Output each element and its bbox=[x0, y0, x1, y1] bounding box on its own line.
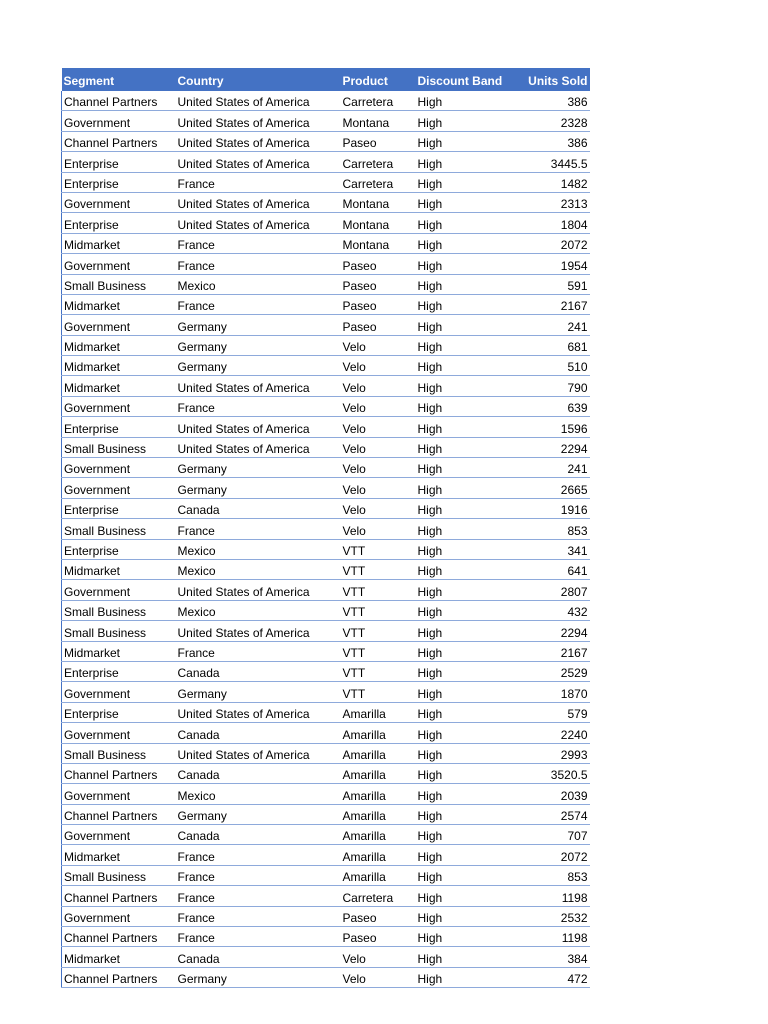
table-row bbox=[62, 702, 590, 722]
discount-band-cell[interactable]: High bbox=[416, 131, 518, 151]
country-cell[interactable]: France bbox=[176, 519, 341, 539]
discount-band-cell[interactable]: High bbox=[416, 294, 518, 314]
segment-cell[interactable]: Government bbox=[62, 396, 176, 416]
units-sold-cell[interactable]: 241 bbox=[518, 315, 590, 335]
country-cell[interactable]: United States of America bbox=[176, 621, 341, 641]
segment-cell[interactable]: Government bbox=[62, 682, 176, 702]
table-row bbox=[62, 845, 590, 865]
units-sold-cell[interactable]: 2529 bbox=[518, 661, 590, 681]
units-sold-cell[interactable]: 2532 bbox=[518, 906, 590, 926]
product-cell[interactable]: Amarilla bbox=[341, 702, 416, 722]
table-row bbox=[62, 947, 590, 967]
units-sold-cell[interactable]: 639 bbox=[518, 396, 590, 416]
segment-cell[interactable]: Government bbox=[62, 784, 176, 804]
country-cell[interactable]: Germany bbox=[176, 804, 341, 824]
product-cell[interactable]: Amarilla bbox=[341, 743, 416, 763]
segment-cell[interactable]: Government bbox=[62, 723, 176, 743]
segment-cell[interactable]: Government bbox=[62, 192, 176, 212]
country-cell[interactable]: France bbox=[176, 641, 341, 661]
discount-band-cell[interactable]: High bbox=[416, 927, 518, 947]
discount-band-cell[interactable]: High bbox=[416, 213, 518, 233]
segment-cell[interactable]: Government bbox=[62, 315, 176, 335]
discount-band-cell[interactable]: High bbox=[416, 91, 518, 111]
country-cell[interactable]: Germany bbox=[176, 458, 341, 478]
table-row bbox=[62, 498, 590, 518]
product-cell[interactable]: Carretera bbox=[341, 152, 416, 172]
units-sold-cell[interactable]: 2072 bbox=[518, 233, 590, 253]
segment-cell[interactable]: Enterprise bbox=[62, 172, 176, 192]
discount-band-cell[interactable]: High bbox=[416, 825, 518, 845]
units-sold-cell[interactable]: 579 bbox=[518, 702, 590, 722]
segment-cell[interactable]: Enterprise bbox=[62, 417, 176, 437]
segment-cell[interactable]: Midmarket bbox=[62, 559, 176, 579]
discount-band-cell[interactable]: High bbox=[416, 723, 518, 743]
product-cell[interactable]: Amarilla bbox=[341, 804, 416, 824]
segment-cell[interactable]: Midmarket bbox=[62, 845, 176, 865]
country-cell[interactable]: Germany bbox=[176, 356, 341, 376]
segment-cell[interactable]: Channel Partners bbox=[62, 91, 176, 111]
country-cell[interactable]: Mexico bbox=[176, 600, 341, 620]
units-sold-cell[interactable]: 2167 bbox=[518, 294, 590, 314]
discount-band-cell[interactable]: High bbox=[416, 621, 518, 641]
segment-cell[interactable]: Government bbox=[62, 111, 176, 131]
table-row bbox=[62, 886, 590, 906]
table-row bbox=[62, 192, 590, 212]
country-cell[interactable]: France bbox=[176, 845, 341, 865]
segment-cell[interactable]: Midmarket bbox=[62, 356, 176, 376]
product-cell[interactable]: Paseo bbox=[341, 254, 416, 274]
country-cell[interactable]: Germany bbox=[176, 315, 341, 335]
discount-band-cell[interactable]: High bbox=[416, 152, 518, 172]
units-sold-cell[interactable]: 853 bbox=[518, 519, 590, 539]
country-cell[interactable]: Canada bbox=[176, 661, 341, 681]
units-sold-cell[interactable]: 3445.5 bbox=[518, 152, 590, 172]
table-row bbox=[62, 315, 590, 335]
units-sold-cell[interactable]: 510 bbox=[518, 356, 590, 376]
table-row bbox=[62, 661, 590, 681]
table-row bbox=[62, 437, 590, 457]
segment-cell[interactable]: Enterprise bbox=[62, 661, 176, 681]
discount-band-cell[interactable]: High bbox=[416, 458, 518, 478]
table-row bbox=[62, 621, 590, 641]
product-cell[interactable]: Velo bbox=[341, 376, 416, 396]
segment-cell[interactable]: Government bbox=[62, 580, 176, 600]
units-sold-cell[interactable]: 384 bbox=[518, 947, 590, 967]
product-cell[interactable]: VTT bbox=[341, 600, 416, 620]
segment-cell[interactable]: Channel Partners bbox=[62, 927, 176, 947]
country-cell[interactable]: United States of America bbox=[176, 131, 341, 151]
units-sold-cell[interactable]: 3520.5 bbox=[518, 763, 590, 783]
units-sold-cell[interactable]: 1198 bbox=[518, 927, 590, 947]
table-header bbox=[62, 68, 590, 91]
units-sold-cell[interactable]: 386 bbox=[518, 131, 590, 151]
discount-band-cell[interactable]: High bbox=[416, 886, 518, 906]
discount-band-cell[interactable]: High bbox=[416, 376, 518, 396]
units-sold-cell[interactable]: 2807 bbox=[518, 580, 590, 600]
table-row bbox=[62, 172, 590, 192]
discount-band-cell[interactable]: High bbox=[416, 498, 518, 518]
table-row bbox=[62, 967, 590, 987]
country-cell[interactable]: Mexico bbox=[176, 539, 341, 559]
table-row bbox=[62, 91, 590, 111]
product-cell[interactable]: VTT bbox=[341, 580, 416, 600]
discount-band-cell[interactable]: High bbox=[416, 172, 518, 192]
discount-band-cell[interactable]: High bbox=[416, 356, 518, 376]
product-cell[interactable]: Velo bbox=[341, 396, 416, 416]
product-cell[interactable]: Amarilla bbox=[341, 845, 416, 865]
country-cell[interactable]: United States of America bbox=[176, 152, 341, 172]
product-cell[interactable]: Paseo bbox=[341, 131, 416, 151]
units-sold-cell[interactable]: 1916 bbox=[518, 498, 590, 518]
product-cell[interactable]: Amarilla bbox=[341, 784, 416, 804]
country-cell[interactable]: Germany bbox=[176, 335, 341, 355]
discount-band-cell[interactable]: High bbox=[416, 233, 518, 253]
units-sold-cell[interactable]: 2313 bbox=[518, 192, 590, 212]
product-cell[interactable]: Amarilla bbox=[341, 865, 416, 885]
table-row bbox=[62, 865, 590, 885]
header-row bbox=[62, 68, 590, 91]
country-cell[interactable]: United States of America bbox=[176, 702, 341, 722]
units-sold-cell[interactable]: 707 bbox=[518, 825, 590, 845]
country-cell[interactable]: France bbox=[176, 294, 341, 314]
country-cell[interactable]: United States of America bbox=[176, 376, 341, 396]
product-cell[interactable]: Carretera bbox=[341, 91, 416, 111]
product-cell[interactable]: Velo bbox=[341, 967, 416, 987]
discount-band-cell[interactable]: High bbox=[416, 845, 518, 865]
segment-cell[interactable]: Government bbox=[62, 478, 176, 498]
table-row bbox=[62, 335, 590, 355]
segment-cell[interactable]: Channel Partners bbox=[62, 967, 176, 987]
product-cell[interactable]: VTT bbox=[341, 682, 416, 702]
country-cell[interactable]: France bbox=[176, 865, 341, 885]
units-sold-cell[interactable]: 2665 bbox=[518, 478, 590, 498]
discount-band-cell[interactable]: High bbox=[416, 804, 518, 824]
product-cell[interactable]: Montana bbox=[341, 111, 416, 131]
segment-cell[interactable]: Government bbox=[62, 906, 176, 926]
discount-band-cell[interactable]: High bbox=[416, 417, 518, 437]
discount-band-cell[interactable]: High bbox=[416, 743, 518, 763]
product-cell[interactable]: Paseo bbox=[341, 906, 416, 926]
product-cell[interactable]: Paseo bbox=[341, 274, 416, 294]
segment-cell[interactable]: Small Business bbox=[62, 274, 176, 294]
table-row bbox=[62, 519, 590, 539]
segment-cell[interactable]: Midmarket bbox=[62, 641, 176, 661]
units-sold-cell[interactable]: 432 bbox=[518, 600, 590, 620]
product-cell[interactable]: VTT bbox=[341, 621, 416, 641]
product-cell[interactable]: Velo bbox=[341, 335, 416, 355]
product-cell[interactable]: Carretera bbox=[341, 886, 416, 906]
units-sold-cell[interactable]: 1954 bbox=[518, 254, 590, 274]
units-sold-cell[interactable]: 2240 bbox=[518, 723, 590, 743]
table-row bbox=[62, 213, 590, 233]
table-row bbox=[62, 784, 590, 804]
segment-cell[interactable]: Government bbox=[62, 254, 176, 274]
data-table-container bbox=[61, 68, 589, 988]
discount-band-cell[interactable]: High bbox=[416, 906, 518, 926]
segment-cell[interactable]: Enterprise bbox=[62, 213, 176, 233]
country-cell[interactable]: United States of America bbox=[176, 417, 341, 437]
units-sold-cell[interactable]: 472 bbox=[518, 967, 590, 987]
table-row bbox=[62, 131, 590, 151]
country-cell[interactable]: Germany bbox=[176, 682, 341, 702]
table-body bbox=[62, 91, 590, 988]
table-row bbox=[62, 458, 590, 478]
segment-cell[interactable]: Government bbox=[62, 458, 176, 478]
product-cell[interactable]: Paseo bbox=[341, 927, 416, 947]
product-cell[interactable]: Montana bbox=[341, 233, 416, 253]
product-cell[interactable]: Velo bbox=[341, 498, 416, 518]
segment-cell[interactable]: Midmarket bbox=[62, 294, 176, 314]
units-sold-cell[interactable]: 2574 bbox=[518, 804, 590, 824]
product-cell[interactable]: Carretera bbox=[341, 172, 416, 192]
units-sold-cell[interactable]: 2072 bbox=[518, 845, 590, 865]
units-sold-cell[interactable]: 641 bbox=[518, 559, 590, 579]
segment-cell[interactable]: Midmarket bbox=[62, 335, 176, 355]
units-sold-cell[interactable]: 790 bbox=[518, 376, 590, 396]
discount-band-cell[interactable]: High bbox=[416, 478, 518, 498]
table-row bbox=[62, 478, 590, 498]
table-row bbox=[62, 906, 590, 926]
table-row bbox=[62, 763, 590, 783]
units-sold-cell[interactable]: 2993 bbox=[518, 743, 590, 763]
segment-cell[interactable]: Enterprise bbox=[62, 539, 176, 559]
discount-band-cell[interactable]: High bbox=[416, 539, 518, 559]
country-cell[interactable]: Mexico bbox=[176, 274, 341, 294]
country-cell[interactable]: Canada bbox=[176, 763, 341, 783]
table-row bbox=[62, 254, 590, 274]
table-row bbox=[62, 274, 590, 294]
product-cell[interactable]: Velo bbox=[341, 356, 416, 376]
units-sold-cell[interactable]: 1198 bbox=[518, 886, 590, 906]
product-cell[interactable]: Amarilla bbox=[341, 763, 416, 783]
country-cell[interactable]: Germany bbox=[176, 967, 341, 987]
discount-band-cell[interactable]: High bbox=[416, 315, 518, 335]
product-cell[interactable]: VTT bbox=[341, 641, 416, 661]
units-sold-cell[interactable]: 853 bbox=[518, 865, 590, 885]
country-cell[interactable]: United States of America bbox=[176, 213, 341, 233]
segment-cell[interactable]: Enterprise bbox=[62, 702, 176, 722]
column-header-units-sold[interactable]: Units Sold bbox=[518, 68, 590, 91]
product-cell[interactable]: VTT bbox=[341, 539, 416, 559]
table-row bbox=[62, 641, 590, 661]
country-cell[interactable]: United States of America bbox=[176, 437, 341, 457]
discount-band-cell[interactable]: High bbox=[416, 437, 518, 457]
segment-cell[interactable]: Channel Partners bbox=[62, 804, 176, 824]
country-cell[interactable]: France bbox=[176, 886, 341, 906]
product-cell[interactable]: Velo bbox=[341, 458, 416, 478]
country-cell[interactable]: United States of America bbox=[176, 91, 341, 111]
column-header-segment[interactable]: Segment bbox=[62, 68, 176, 91]
country-cell[interactable]: United States of America bbox=[176, 743, 341, 763]
product-cell[interactable]: Velo bbox=[341, 478, 416, 498]
country-cell[interactable]: Germany bbox=[176, 478, 341, 498]
discount-band-cell[interactable]: High bbox=[416, 865, 518, 885]
units-sold-cell[interactable]: 1596 bbox=[518, 417, 590, 437]
product-cell[interactable]: VTT bbox=[341, 559, 416, 579]
country-cell[interactable]: Mexico bbox=[176, 784, 341, 804]
segment-cell[interactable]: Small Business bbox=[62, 600, 176, 620]
product-cell[interactable]: VTT bbox=[341, 661, 416, 681]
table-row bbox=[62, 600, 590, 620]
table-row bbox=[62, 804, 590, 824]
segment-cell[interactable]: Midmarket bbox=[62, 947, 176, 967]
product-cell[interactable]: Velo bbox=[341, 437, 416, 457]
discount-band-cell[interactable]: High bbox=[416, 519, 518, 539]
segment-cell[interactable]: Small Business bbox=[62, 621, 176, 641]
segment-cell[interactable]: Enterprise bbox=[62, 498, 176, 518]
discount-band-cell[interactable]: High bbox=[416, 335, 518, 355]
segment-cell[interactable]: Small Business bbox=[62, 743, 176, 763]
table-row bbox=[62, 825, 590, 845]
sales-table bbox=[61, 68, 590, 988]
discount-band-cell[interactable]: High bbox=[416, 682, 518, 702]
table-row bbox=[62, 559, 590, 579]
segment-cell[interactable]: Channel Partners bbox=[62, 131, 176, 151]
discount-band-cell[interactable]: High bbox=[416, 763, 518, 783]
units-sold-cell[interactable]: 1482 bbox=[518, 172, 590, 192]
product-cell[interactable]: Paseo bbox=[341, 315, 416, 335]
units-sold-cell[interactable]: 2294 bbox=[518, 621, 590, 641]
discount-band-cell[interactable]: High bbox=[416, 967, 518, 987]
country-cell[interactable]: France bbox=[176, 906, 341, 926]
product-cell[interactable]: Paseo bbox=[341, 294, 416, 314]
country-cell[interactable]: United States of America bbox=[176, 192, 341, 212]
country-cell[interactable]: United States of America bbox=[176, 580, 341, 600]
country-cell[interactable]: United States of America bbox=[176, 111, 341, 131]
segment-cell[interactable]: Small Business bbox=[62, 437, 176, 457]
table-row bbox=[62, 580, 590, 600]
discount-band-cell[interactable]: High bbox=[416, 641, 518, 661]
table-row bbox=[62, 396, 590, 416]
discount-band-cell[interactable]: High bbox=[416, 580, 518, 600]
product-cell[interactable]: Velo bbox=[341, 519, 416, 539]
discount-band-cell[interactable]: High bbox=[416, 661, 518, 681]
discount-band-cell[interactable]: High bbox=[416, 784, 518, 804]
product-cell[interactable]: Velo bbox=[341, 417, 416, 437]
country-cell[interactable]: Canada bbox=[176, 723, 341, 743]
table-row bbox=[62, 152, 590, 172]
product-cell[interactable]: Amarilla bbox=[341, 723, 416, 743]
discount-band-cell[interactable]: High bbox=[416, 396, 518, 416]
units-sold-cell[interactable]: 2294 bbox=[518, 437, 590, 457]
column-header-country[interactable]: Country bbox=[176, 68, 341, 91]
country-cell[interactable]: France bbox=[176, 233, 341, 253]
product-cell[interactable]: Montana bbox=[341, 192, 416, 212]
country-cell[interactable]: France bbox=[176, 254, 341, 274]
units-sold-cell[interactable]: 681 bbox=[518, 335, 590, 355]
discount-band-cell[interactable]: High bbox=[416, 559, 518, 579]
table-row bbox=[62, 417, 590, 437]
segment-cell[interactable]: Enterprise bbox=[62, 152, 176, 172]
segment-cell[interactable]: Midmarket bbox=[62, 233, 176, 253]
table-row bbox=[62, 539, 590, 559]
discount-band-cell[interactable]: High bbox=[416, 254, 518, 274]
table-row bbox=[62, 376, 590, 396]
units-sold-cell[interactable]: 2167 bbox=[518, 641, 590, 661]
product-cell[interactable]: Velo bbox=[341, 947, 416, 967]
country-cell[interactable]: France bbox=[176, 396, 341, 416]
segment-cell[interactable]: Midmarket bbox=[62, 376, 176, 396]
units-sold-cell[interactable]: 341 bbox=[518, 539, 590, 559]
country-cell[interactable]: Mexico bbox=[176, 559, 341, 579]
units-sold-cell[interactable]: 1870 bbox=[518, 682, 590, 702]
table-row bbox=[62, 356, 590, 376]
country-cell[interactable]: France bbox=[176, 172, 341, 192]
segment-cell[interactable]: Small Business bbox=[62, 519, 176, 539]
discount-band-cell[interactable]: High bbox=[416, 600, 518, 620]
discount-band-cell[interactable]: High bbox=[416, 111, 518, 131]
column-header-product[interactable]: Product bbox=[341, 68, 416, 91]
discount-band-cell[interactable]: High bbox=[416, 192, 518, 212]
discount-band-cell[interactable]: High bbox=[416, 274, 518, 294]
table-row bbox=[62, 233, 590, 253]
units-sold-cell[interactable]: 1804 bbox=[518, 213, 590, 233]
table-row bbox=[62, 294, 590, 314]
table-row bbox=[62, 682, 590, 702]
country-cell[interactable]: Canada bbox=[176, 498, 341, 518]
units-sold-cell[interactable]: 2328 bbox=[518, 111, 590, 131]
table-row bbox=[62, 723, 590, 743]
country-cell[interactable]: Canada bbox=[176, 947, 341, 967]
segment-cell[interactable]: Channel Partners bbox=[62, 886, 176, 906]
segment-cell[interactable]: Small Business bbox=[62, 865, 176, 885]
country-cell[interactable]: Canada bbox=[176, 825, 341, 845]
segment-cell[interactable]: Government bbox=[62, 825, 176, 845]
discount-band-cell[interactable]: High bbox=[416, 947, 518, 967]
table-row bbox=[62, 927, 590, 947]
table-row bbox=[62, 743, 590, 763]
units-sold-cell[interactable]: 386 bbox=[518, 91, 590, 111]
units-sold-cell[interactable]: 2039 bbox=[518, 784, 590, 804]
product-cell[interactable]: Amarilla bbox=[341, 825, 416, 845]
segment-cell[interactable]: Channel Partners bbox=[62, 763, 176, 783]
table-row bbox=[62, 111, 590, 131]
product-cell[interactable]: Montana bbox=[341, 213, 416, 233]
units-sold-cell[interactable]: 591 bbox=[518, 274, 590, 294]
units-sold-cell[interactable]: 241 bbox=[518, 458, 590, 478]
discount-band-cell[interactable]: High bbox=[416, 702, 518, 722]
column-header-discount-band[interactable]: Discount Band bbox=[416, 68, 518, 91]
country-cell[interactable]: France bbox=[176, 927, 341, 947]
